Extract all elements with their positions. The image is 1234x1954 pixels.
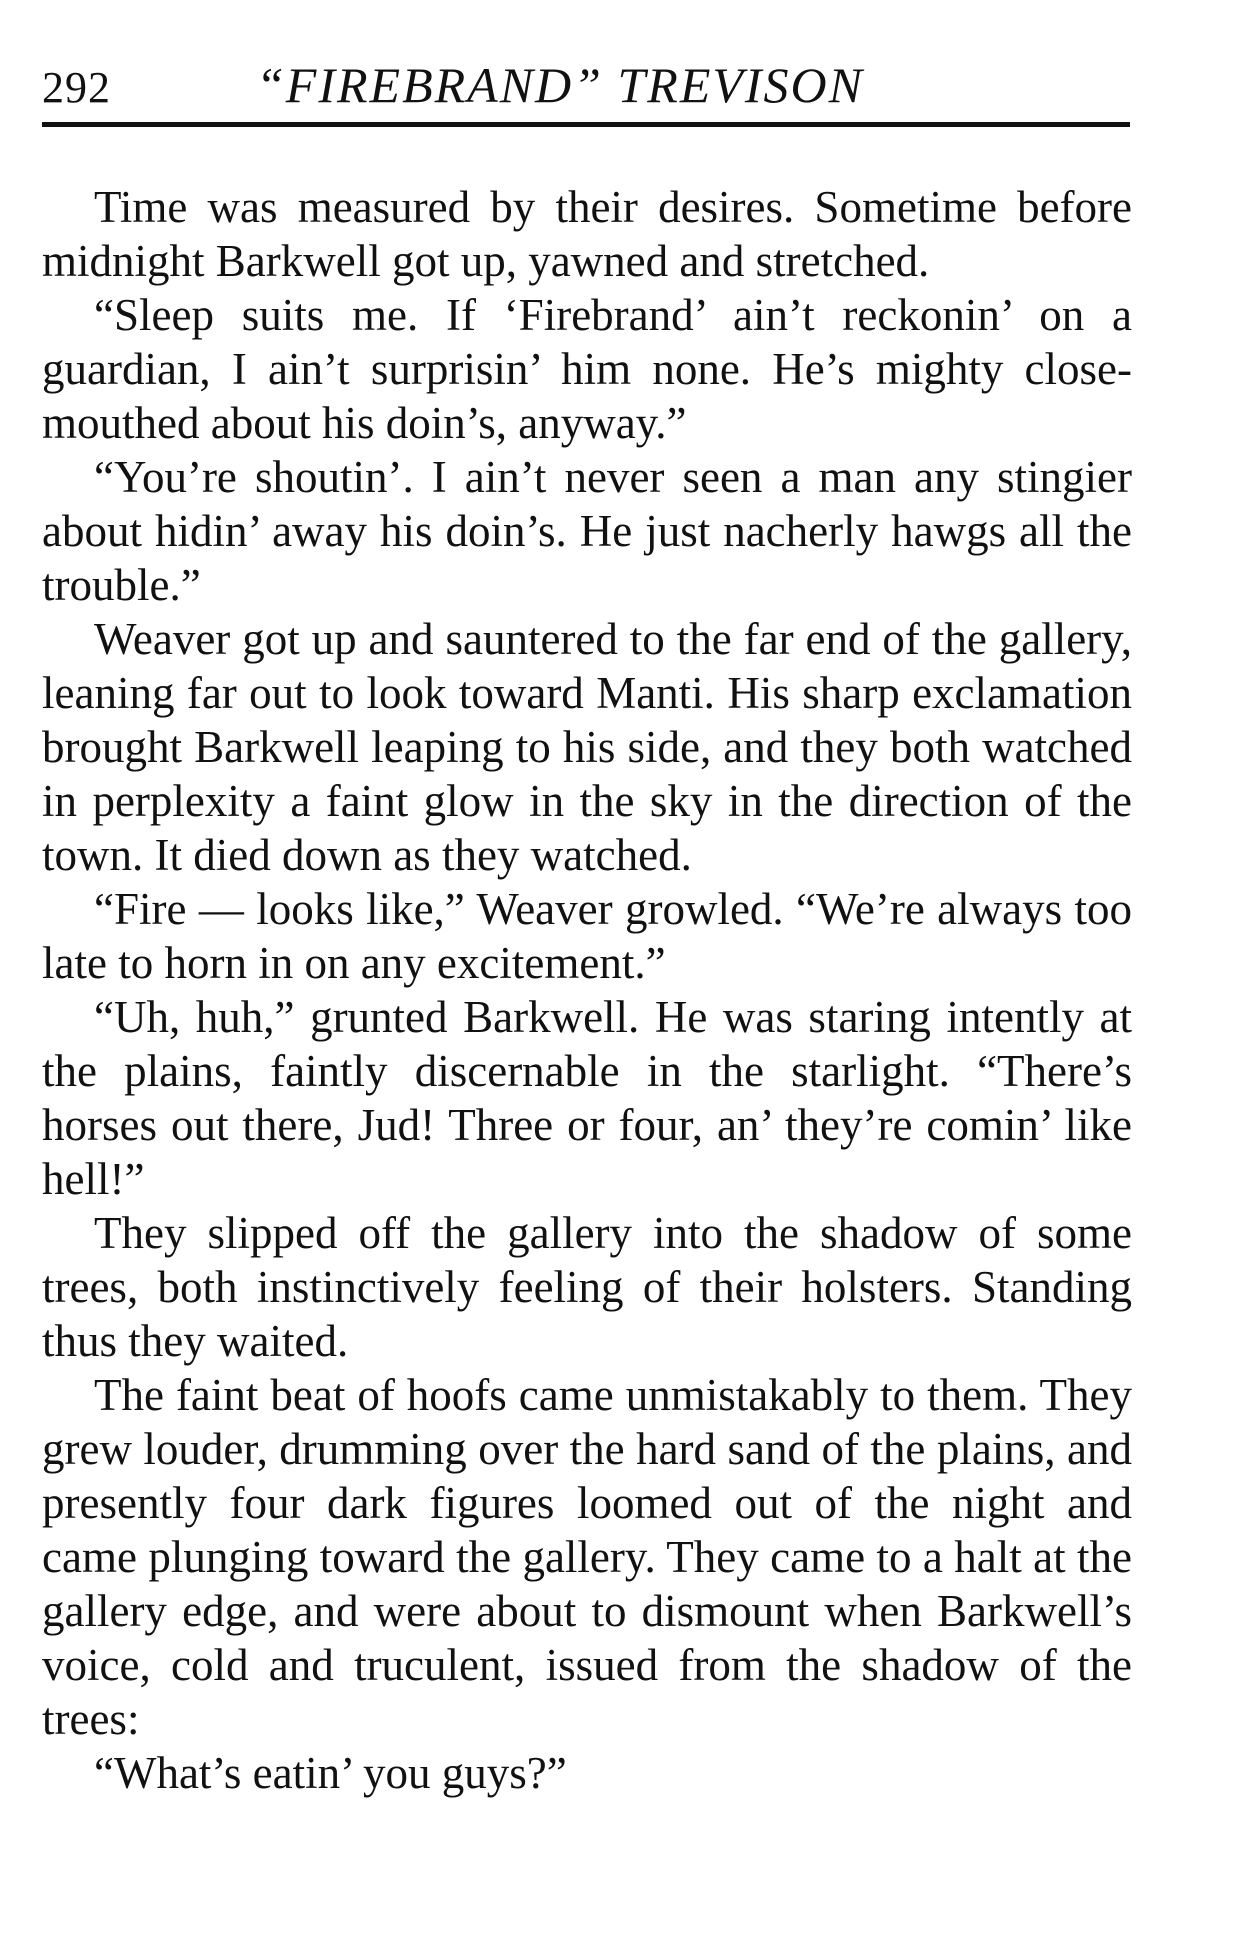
paragraph: They slipped off the gallery into the shadow of some trees, both instinctively feeling of their holsters. Standing thus they waited. bbox=[42, 1208, 1132, 1366]
paragraph: The faint beat of hoofs came unmistakably to them. They grew louder, drumming over the hard sand of the plains, and presently four dark figures loomed out of the night and came plunging toward the gallery. They came to a halt at the gallery edge, and were about to dismount when Barkwell’s voice, cold and truculent, issued from the shadow of the trees: bbox=[42, 1370, 1132, 1744]
page-number: 292 bbox=[42, 63, 111, 112]
running-head bbox=[42, 56, 1130, 126]
paragraph: “Uh, huh,” grunted Barkwell. He was staring intently at the plains, faintly discernable in the starlight. “There’s horses out there, Jud! Three or four, an’ they’re comin’ like hell!” bbox=[42, 992, 1132, 1204]
paragraph: Weaver got up and sauntered to the far end of the gallery, leaning far out to look toward Manti. His sharp exclamation brought Barkwell leaping to his side, and they both watched in perplexity a faint glow in the sky in the direction of the town. It died down as they watched. bbox=[42, 614, 1132, 880]
running-title: “FIREBRAND” TREVISON bbox=[256, 57, 865, 113]
paragraph: “Fire — looks like,” Weaver growled. “We’re always too late to horn in on any excitement.” bbox=[42, 884, 1132, 988]
paragraph: Time was measured by their desires. Sometime before midnight Barkwell got up, yawned and stretched. bbox=[42, 182, 1132, 286]
header-rule bbox=[42, 122, 1130, 127]
body-text bbox=[42, 180, 1132, 1800]
paragraph: “What’s eatin’ you guys?” bbox=[94, 1748, 567, 1798]
paragraph: “You’re shoutin’. I ain’t never seen a man any stingier about hidin’ away his doin’s. He just nacherly hawgs all the trouble.” bbox=[42, 452, 1132, 610]
paragraph: “Sleep suits me. If ‘Firebrand’ ain’t reckonin’ on a guardian, I ain’t surprisin’ him none. He’s mighty close-mouthed about his doin’s, anyway.” bbox=[42, 290, 1132, 448]
